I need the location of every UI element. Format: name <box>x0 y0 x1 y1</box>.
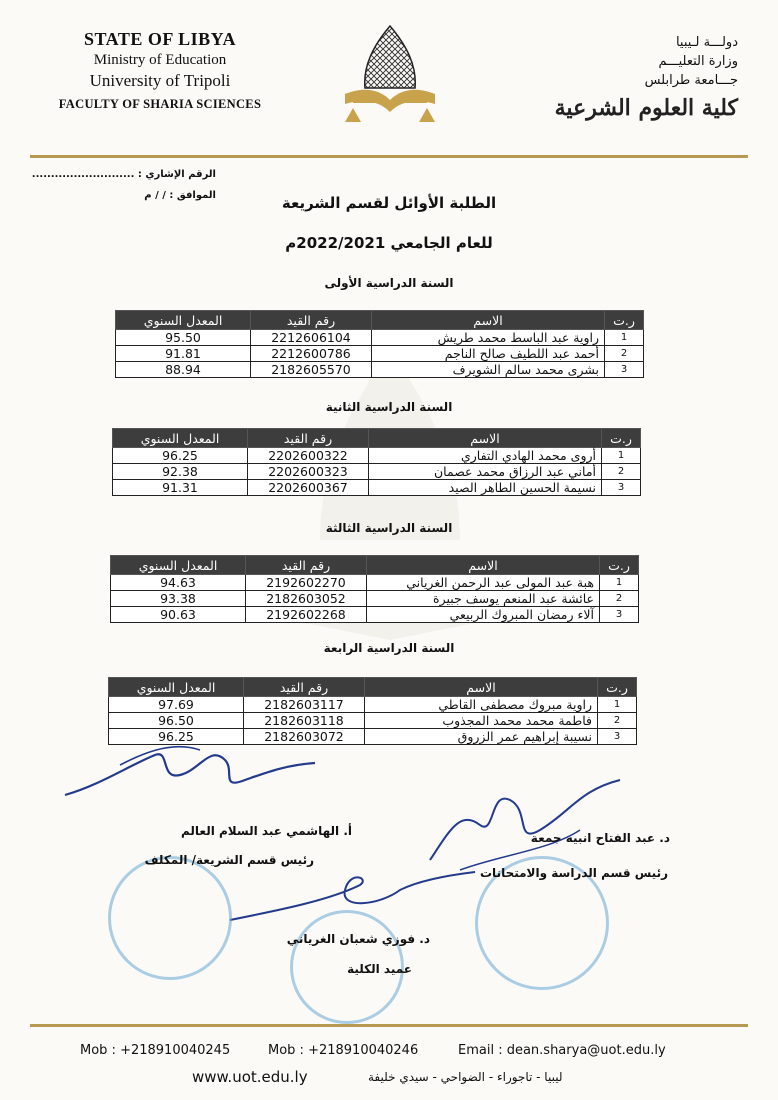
year-3-table <box>110 555 639 623</box>
left-signatory-name: أ. الهاشمي عبد السلام العالم <box>181 824 352 838</box>
annual-average: 94.63 <box>111 575 246 591</box>
faculty-en: FACULTY OF SHARIA SCIENCES <box>58 96 262 111</box>
faculty-ar: كلية العلوم الشرعية <box>554 94 738 121</box>
reg-number: 2202600322 <box>248 448 369 464</box>
seal-department <box>108 856 232 980</box>
row-no: 1 <box>598 697 637 713</box>
faculty-logo <box>335 22 445 132</box>
row-no: 1 <box>605 330 644 346</box>
col-reg: رقم القيد <box>244 678 365 697</box>
year-1-label: السنة الدراسية الأولى <box>324 276 454 290</box>
table-row <box>116 330 644 346</box>
annual-average: 95.50 <box>116 330 251 346</box>
col-avg: المعدل السنوي <box>111 556 246 575</box>
table-row <box>113 464 641 480</box>
table-row <box>116 346 644 362</box>
reg-number: 2182603117 <box>244 697 365 713</box>
left-signatory-title: رئيس قسم الشريعة/ المكلف <box>144 853 314 867</box>
student-name: آلاء رمضان المبروك الربيعي <box>367 607 600 623</box>
dean-name: د. فوزي شعبان الغرياني <box>286 932 430 946</box>
student-name: أروى محمد الهادي التفاري <box>369 448 602 464</box>
col-reg: رقم القيد <box>248 429 369 448</box>
year-2-label: السنة الدراسية الثانية <box>325 400 453 414</box>
state-ar: دولـــة لـيبيا <box>675 35 738 50</box>
year-1-table <box>115 310 644 378</box>
reg-number: 2212606104 <box>251 330 372 346</box>
col-reg: رقم القيد <box>246 556 367 575</box>
row-no: 2 <box>605 346 644 362</box>
row-no: 3 <box>602 480 641 496</box>
table-row <box>116 362 644 378</box>
table-row <box>111 607 639 623</box>
right-signatory-name: د. عبد الفتاح انبيه جمعة <box>530 831 670 845</box>
year-4-label: السنة الدراسية الرابعة <box>323 641 455 655</box>
ministry-en: Ministry of Education <box>93 52 227 69</box>
ministry-ar: وزارة التعليـــم <box>658 53 738 69</box>
student-name: أحمد عبد اللطيف صالح الناجم <box>372 346 605 362</box>
row-no: 1 <box>602 448 641 464</box>
student-name: راوية مبروك مصطفى القاطي <box>365 697 598 713</box>
reference-date: الموافق : / / م <box>144 189 216 201</box>
col-no: ر.ت <box>605 311 644 330</box>
header-arabic <box>508 34 738 124</box>
col-name: الاسم <box>369 429 602 448</box>
reference-number: الرقم الإشاري : ........................... <box>31 169 216 180</box>
annual-average: 97.69 <box>109 697 244 713</box>
table-header-row <box>116 311 644 330</box>
col-no: ر.ت <box>600 556 639 575</box>
student-name: فاطمة محمد محمد المجذوب <box>365 713 598 729</box>
row-no: 2 <box>602 464 641 480</box>
footer-mob1: Mob : +218910040245 <box>80 1043 231 1058</box>
university-en: University of Tripoli <box>89 71 231 91</box>
footer-email: Email : dean.sharya@uot.edu.ly <box>458 1043 666 1058</box>
reg-number: 2182605570 <box>251 362 372 378</box>
col-name: الاسم <box>367 556 600 575</box>
reg-number: 2182603052 <box>246 591 367 607</box>
annual-average: 88.94 <box>116 362 251 378</box>
reg-number: 2182603072 <box>244 729 365 745</box>
footer-mob2: Mob : +218910040246 <box>268 1043 419 1058</box>
student-name: هبة عبد المولى عبد الرحمن الغرياني <box>367 575 600 591</box>
annual-average: 90.63 <box>111 607 246 623</box>
table-header-row <box>109 678 637 697</box>
right-signatory-title: رئيس قسم الدراسة والامتحانات <box>480 866 668 880</box>
col-name: الاسم <box>365 678 598 697</box>
reg-number: 2202600323 <box>248 464 369 480</box>
row-no: 3 <box>605 362 644 378</box>
reg-number: 2182603118 <box>244 713 365 729</box>
annual-average: 96.25 <box>109 729 244 745</box>
annual-average: 92.38 <box>113 464 248 480</box>
table-row <box>113 480 641 496</box>
signature-left <box>60 735 320 810</box>
reg-number: 2212600786 <box>251 346 372 362</box>
col-avg: المعدل السنوي <box>109 678 244 697</box>
document-title: الطلبة الأوائل لقسم الشريعة <box>281 194 497 212</box>
annual-average: 93.38 <box>111 591 246 607</box>
footer-address: ليبيا - تاجوراء - الضواحي - سيدي خليفة <box>368 1070 563 1084</box>
annual-average: 91.31 <box>113 480 248 496</box>
table-row <box>111 575 639 591</box>
student-name: نسيبة إبراهيم عمر الزروق <box>365 729 598 745</box>
student-name: بشرى محمد سالم الشويرف <box>372 362 605 378</box>
header-english <box>40 28 280 112</box>
annual-average: 96.25 <box>113 448 248 464</box>
footer-divider <box>30 1024 748 1027</box>
col-name: الاسم <box>372 311 605 330</box>
row-no: 2 <box>600 591 639 607</box>
row-no: 1 <box>600 575 639 591</box>
annual-average: 91.81 <box>116 346 251 362</box>
annual-average: 96.50 <box>109 713 244 729</box>
col-reg: رقم القيد <box>251 311 372 330</box>
table-header-row <box>111 556 639 575</box>
table-row <box>111 591 639 607</box>
row-no: 3 <box>600 607 639 623</box>
reg-number: 2192602268 <box>246 607 367 623</box>
col-avg: المعدل السنوي <box>116 311 251 330</box>
year-3-label: السنة الدراسية الثالثة <box>325 521 453 535</box>
student-name: نسيمة الحسين الطاهر الصيد <box>369 480 602 496</box>
dean-title: عميد الكلية <box>347 962 412 976</box>
col-no: ر.ت <box>598 678 637 697</box>
col-no: ر.ت <box>602 429 641 448</box>
reg-number: 2202600367 <box>248 480 369 496</box>
university-ar: جـــامعة طرابلس <box>644 72 738 88</box>
table-row <box>109 713 637 729</box>
header-divider <box>30 155 748 158</box>
row-no: 2 <box>598 713 637 729</box>
student-name: عائشة عبد المنعم يوسف جبيرة <box>367 591 600 607</box>
academic-year: للعام الجامعي 2022/2021م <box>285 234 493 252</box>
student-name: راوية عبد الباسط محمد طريش <box>372 330 605 346</box>
row-no: 3 <box>598 729 637 745</box>
year-2-table <box>112 428 641 496</box>
col-avg: المعدل السنوي <box>113 429 248 448</box>
student-name: أماني عبد الرزاق محمد عصمان <box>369 464 602 480</box>
table-header-row <box>113 429 641 448</box>
footer-website: www.uot.edu.ly <box>192 1068 308 1086</box>
table-row <box>109 697 637 713</box>
state-en: STATE OF LIBYA <box>83 29 237 49</box>
table-row <box>113 448 641 464</box>
reg-number: 2192602270 <box>246 575 367 591</box>
